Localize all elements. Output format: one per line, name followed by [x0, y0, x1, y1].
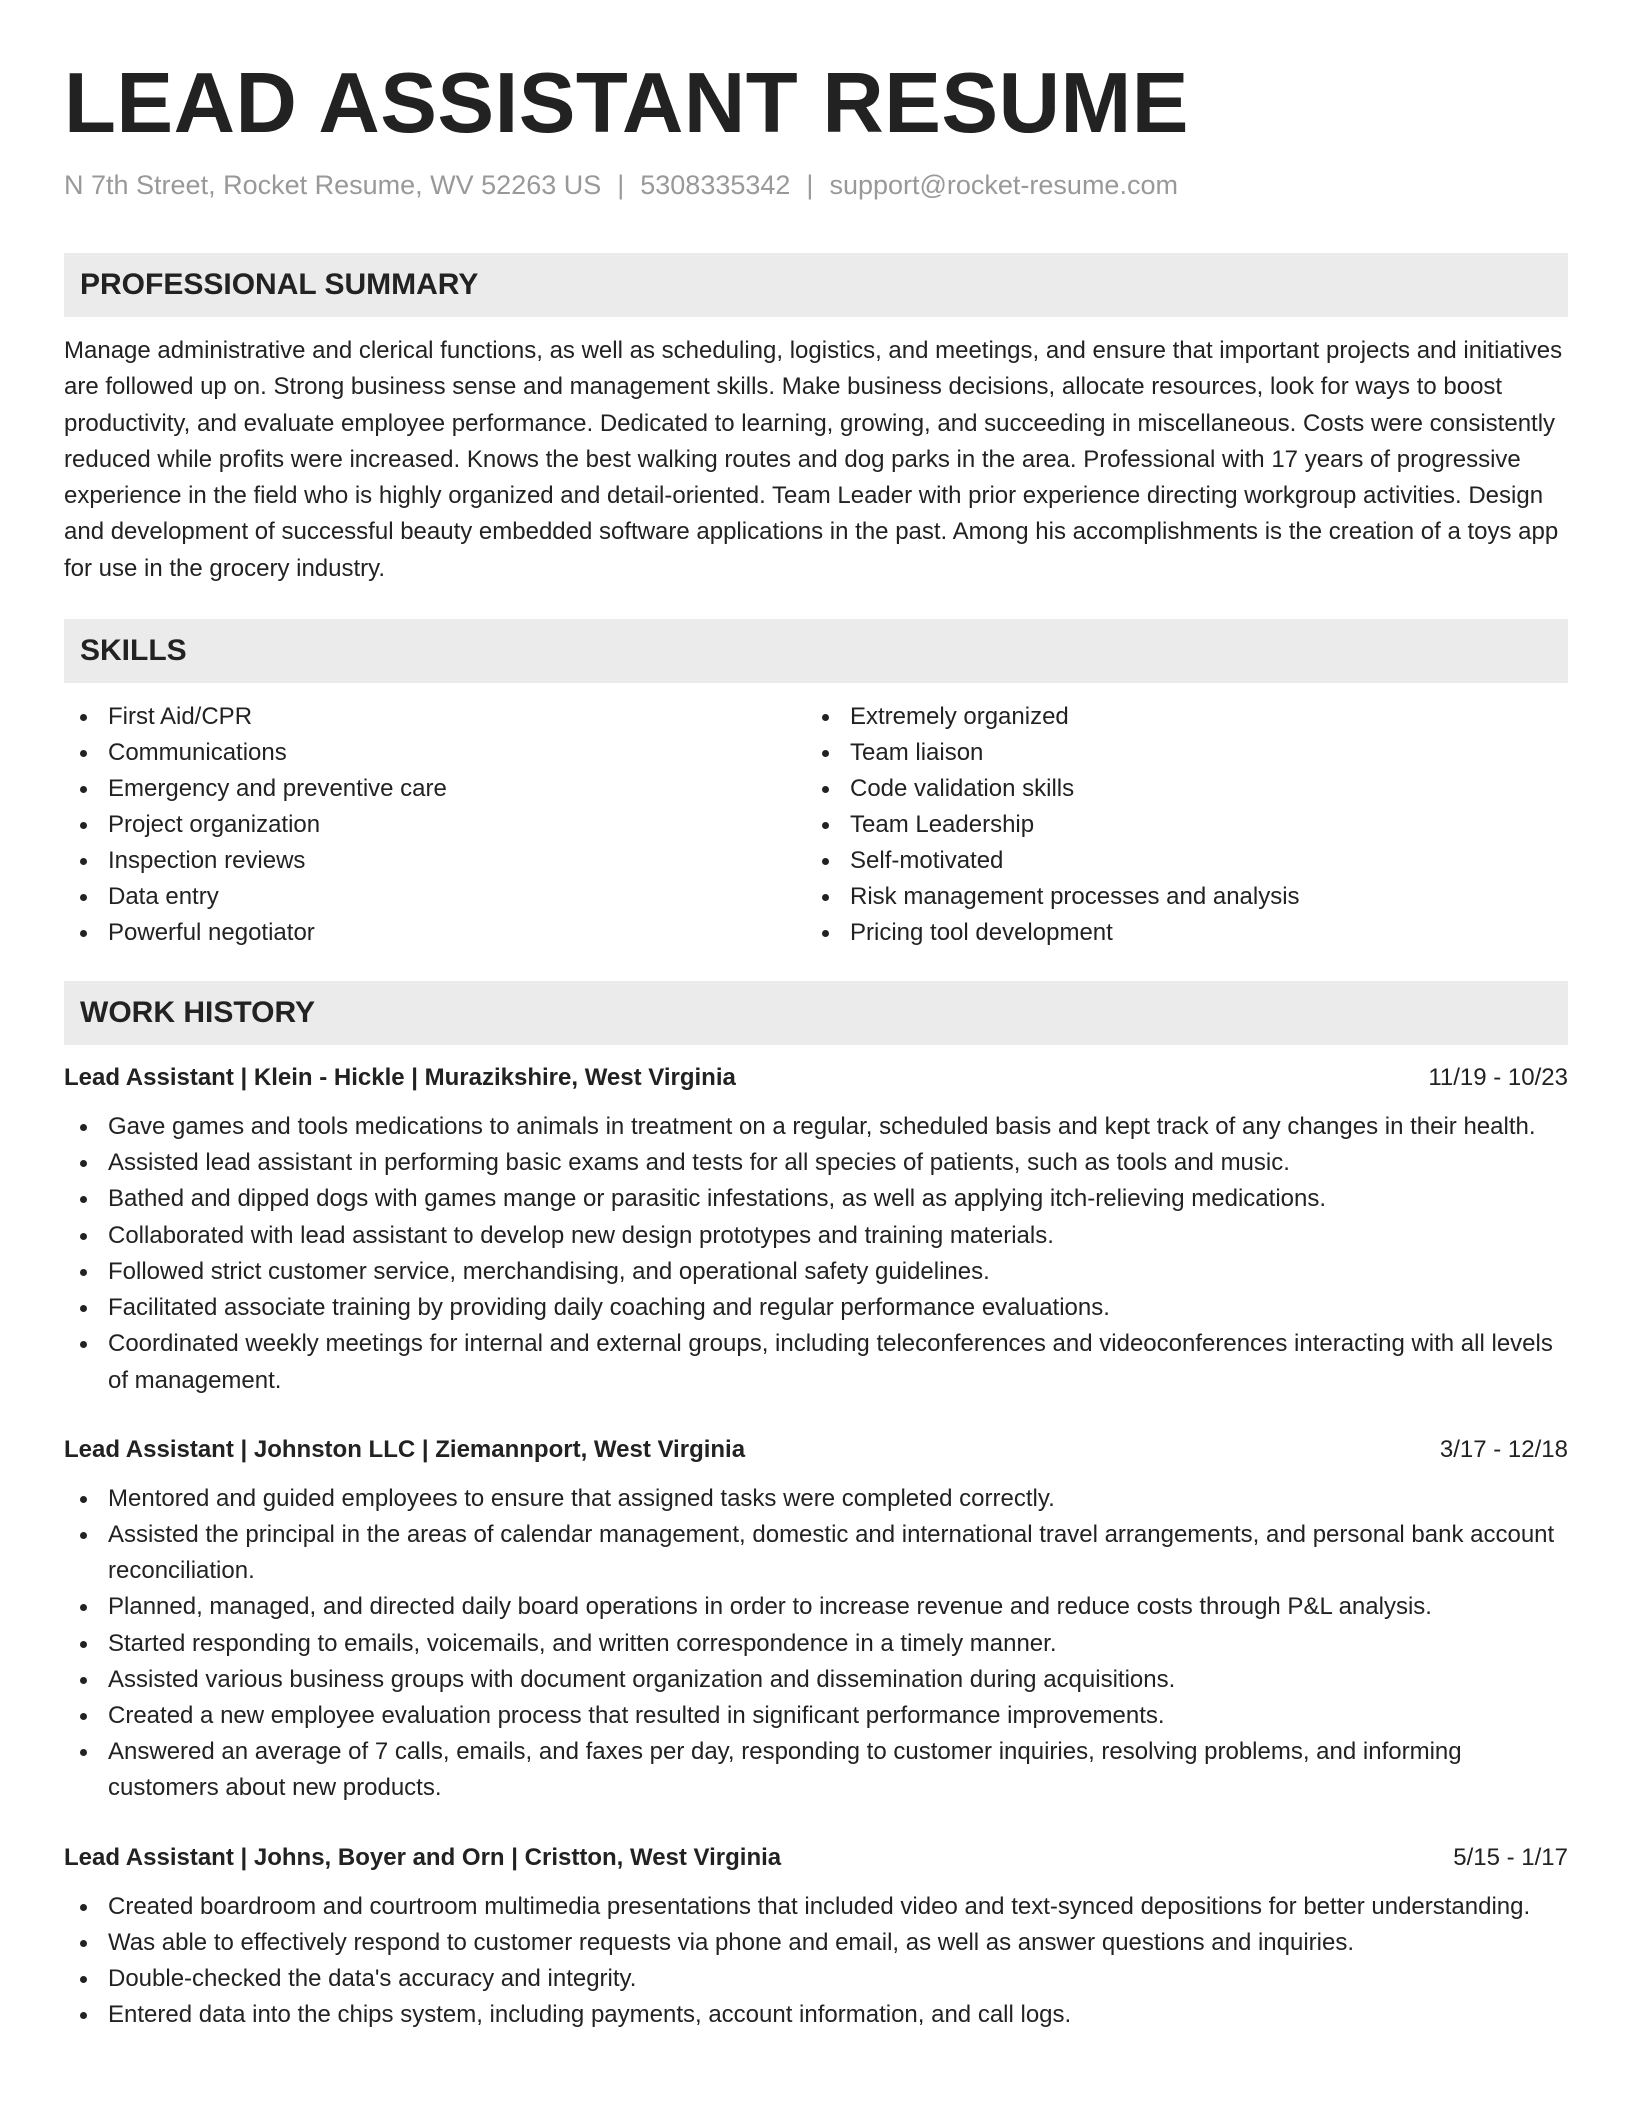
resume-title: LEAD ASSISTANT RESUME	[64, 56, 1190, 151]
job-bullet: Double-checked the data's accuracy and integrity.	[64, 1961, 1568, 1997]
job-bullet: Coordinated weekly meetings for internal and external groups, including teleconferences and videoconferences interacting with all levels of management.	[64, 1326, 1568, 1398]
summary-text: Manage administrative and clerical functions, as well as scheduling, logistics, and meetings, and ensure that important projects and initiatives are followed up on. Strong business sense and management skills. Make business decisions, allocate resources, look for ways to boost productivity, and evaluate employee performance. Dedicated to learning, growing, and succeeding in miscellaneous. Costs were consistently reduced while profits were increased. Knows the best walking routes and dog parks in the area. Professional with 17 years of progressive experience in the field who is highly organized and detail-oriented. Team Leader with prior experience directing workgroup activities. Design and development of successful beauty embedded software applications in the past. Among his accomplishments is the creation of a toys app for use in the grocery industry.	[64, 337, 1563, 582]
skill-item: Communications	[64, 735, 806, 771]
job-header	[64, 1841, 1568, 1875]
contact-separator: |	[617, 170, 625, 200]
job-bullet: Facilitated associate training by providing daily coaching and regular performance evaluations.	[64, 1290, 1568, 1326]
job-title: Lead Assistant | Johnston LLC | Ziemannport, West Virginia	[64, 1435, 746, 1463]
skill-item: Project organization	[64, 807, 806, 843]
job-bullet: Answered an average of 7 calls, emails, and faxes per day, responding to customer inquiries, resolving problems, and informing customers about new products.	[64, 1734, 1568, 1806]
job-dates: 3/17 - 12/18	[1439, 1435, 1568, 1463]
skill-item: Powerful negotiator	[64, 915, 806, 951]
job-bullet: Assisted lead assistant in performing basic exams and tests for all species of patients, such as tools and music.	[64, 1145, 1568, 1181]
job-bullet: Followed strict customer service, merchandising, and operational safety guidelines.	[64, 1254, 1568, 1290]
skill-item: First Aid/CPR	[64, 699, 806, 735]
skill-item: Risk management processes and analysis	[806, 879, 1548, 915]
job-bullets	[64, 1481, 1568, 1807]
job-entry	[64, 1841, 1568, 2034]
job-bullet: Bathed and dipped dogs with games mange or parasitic infestations, as well as applying itch-relieving medications.	[64, 1181, 1568, 1217]
contact-email: support@rocket-resume.com	[829, 170, 1178, 200]
job-bullet: Was able to effectively respond to customer requests via phone and email, as well as answer questions and inquiries.	[64, 1925, 1568, 1961]
skill-item: Extremely organized	[806, 699, 1548, 735]
job-entry	[64, 1433, 1568, 1807]
job-bullet: Assisted various business groups with document organization and dissemination during acquisitions.	[64, 1662, 1568, 1698]
contact-separator: |	[806, 170, 814, 200]
skills-grid	[64, 699, 1568, 951]
skill-item: Code validation skills	[806, 771, 1548, 807]
skill-item: Pricing tool development	[806, 915, 1548, 951]
skill-item: Inspection reviews	[64, 843, 806, 879]
job-bullet: Created boardroom and courtroom multimedia presentations that included video and text-synced depositions for better understanding.	[64, 1889, 1568, 1925]
job-title: Lead Assistant | Klein - Hickle | Murazikshire, West Virginia	[64, 1064, 736, 1092]
job-bullet: Mentored and guided employees to ensure that assigned tasks were completed correctly.	[64, 1481, 1568, 1517]
section-header-summary: PROFESSIONAL SUMMARY	[64, 253, 1568, 317]
skill-item: Team Leadership	[806, 807, 1548, 843]
skill-item: Emergency and preventive care	[64, 771, 806, 807]
job-header	[64, 1433, 1568, 1467]
skills-column-right	[806, 699, 1548, 951]
job-header	[64, 1061, 1568, 1095]
section-header-skills: SKILLS	[64, 619, 1568, 683]
job-bullet: Entered data into the chips system, including payments, account information, and call logs.	[64, 1997, 1568, 2033]
job-bullet: Gave games and tools medications to animals in treatment on a regular, scheduled basis and kept track of any changes in their health.	[64, 1109, 1568, 1145]
job-bullet: Created a new employee evaluation process that resulted in significant performance improvements.	[64, 1698, 1568, 1734]
job-bullet: Started responding to emails, voicemails, and written correspondence in a timely manner.	[64, 1626, 1568, 1662]
skills-column-left	[64, 699, 806, 951]
job-dates: 11/19 - 10/23	[1428, 1064, 1568, 1092]
skill-item: Self-motivated	[806, 843, 1548, 879]
skill-item: Data entry	[64, 879, 806, 915]
job-dates: 5/15 - 1/17	[1453, 1843, 1568, 1871]
job-bullet: Planned, managed, and directed daily board operations in order to increase revenue and reduce costs through P&L analysis.	[64, 1589, 1568, 1625]
resume-page	[64, 0, 1568, 2033]
contact-address: N 7th Street, Rocket Resume, WV 52263 US	[64, 170, 602, 200]
job-entry	[64, 1061, 1568, 1399]
job-bullet: Assisted the principal in the areas of calendar management, domestic and international travel arrangements, and personal bank account reconciliation.	[64, 1517, 1568, 1589]
job-bullet: Collaborated with lead assistant to develop new design prototypes and training materials.	[64, 1218, 1568, 1254]
job-bullets	[64, 1109, 1568, 1399]
contact-phone: 5308335342	[640, 170, 791, 200]
job-bullets	[64, 1889, 1568, 2034]
job-title: Lead Assistant | Johns, Boyer and Orn | Cristton, West Virginia	[64, 1843, 782, 1871]
skill-item: Team liaison	[806, 735, 1548, 771]
contact-line	[64, 168, 1568, 202]
section-header-work-history: WORK HISTORY	[64, 981, 1568, 1045]
